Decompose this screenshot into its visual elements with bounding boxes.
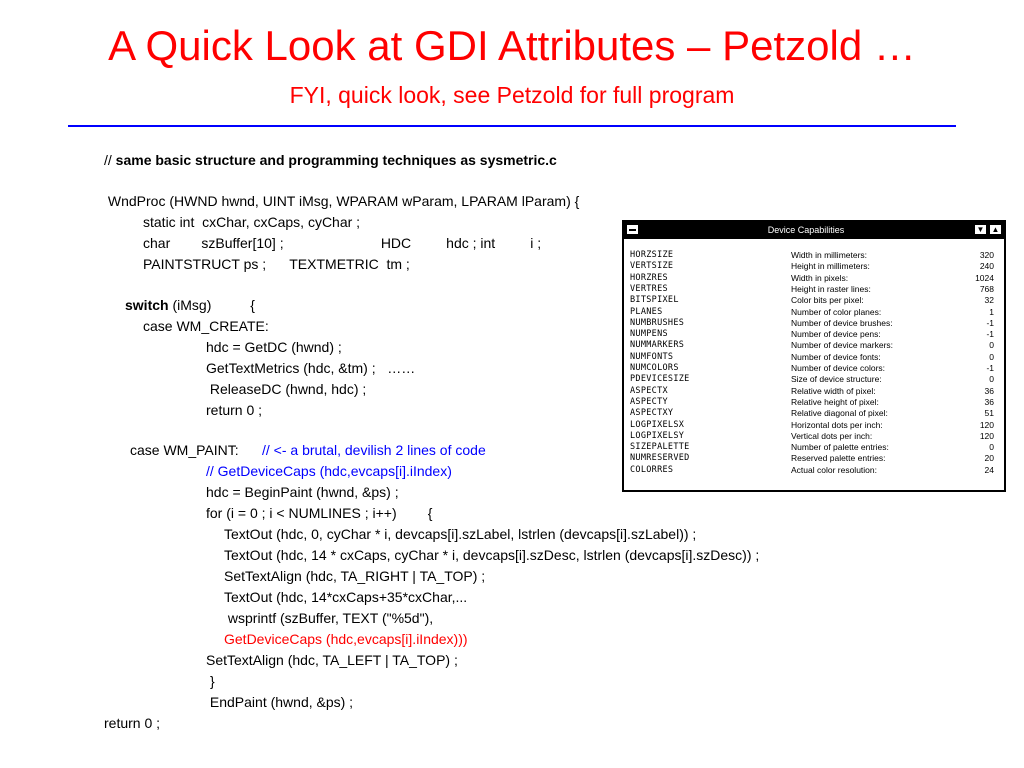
code-line-getdevicecaps-comment: // GetDeviceCaps (hdc,evcaps[i].iIndex) bbox=[206, 463, 452, 479]
capability-value: 0 bbox=[989, 351, 994, 362]
capability-label: PLANES bbox=[630, 306, 663, 317]
capability-description: Height in raster lines: bbox=[791, 283, 871, 294]
code-comment-line bbox=[104, 150, 557, 171]
capability-value: 120 bbox=[979, 430, 994, 441]
code-line-static: static int cxChar, cxCaps, cyChar ; bbox=[143, 214, 361, 230]
capability-label: NUMMARKERS bbox=[630, 340, 685, 351]
code-line-return-final: return 0 ; bbox=[104, 715, 161, 731]
case-paint-comment: // <- a brutal, devilish 2 lines of code bbox=[262, 442, 486, 458]
capability-row bbox=[624, 340, 1004, 351]
maximize-icon[interactable]: ▲ bbox=[989, 224, 1002, 235]
capability-value: 1 bbox=[989, 306, 994, 317]
capability-label: ASPECTXY bbox=[630, 408, 674, 419]
code-line-textout-desc: TextOut (hdc, 14 * cxCaps, cyChar * i, devcaps[i].szDesc, lstrlen (devcaps[i].szDesc)) ; bbox=[224, 547, 760, 563]
capability-value: -1 bbox=[986, 317, 994, 328]
capability-description: Number of device brushes: bbox=[791, 317, 893, 328]
capability-value: 24 bbox=[984, 464, 994, 475]
capability-description: Height in millimeters: bbox=[791, 261, 870, 272]
capability-row bbox=[624, 431, 1004, 442]
capability-row bbox=[624, 284, 1004, 295]
capability-label: ASPECTX bbox=[630, 385, 668, 396]
window-title: Device Capabilities bbox=[767, 225, 845, 235]
capability-label: NUMRESERVED bbox=[630, 453, 690, 464]
capability-row bbox=[624, 386, 1004, 397]
capability-value: 20 bbox=[984, 453, 994, 464]
capability-label: PDEVICESIZE bbox=[630, 374, 690, 385]
capability-label: SIZEPALETTE bbox=[630, 442, 690, 453]
capability-row bbox=[624, 453, 1004, 464]
capability-description: Relative width of pixel: bbox=[791, 385, 876, 396]
capability-value: 0 bbox=[989, 340, 994, 351]
capability-label: NUMCOLORS bbox=[630, 363, 679, 373]
capability-value: 51 bbox=[984, 408, 994, 419]
capability-value: -1 bbox=[986, 329, 994, 340]
capability-description: Horizontal dots per inch: bbox=[791, 419, 883, 430]
capability-value: 1024 bbox=[975, 272, 994, 283]
slide-subtitle: FYI, quick look, see Petzold for full program bbox=[289, 82, 735, 108]
capability-label: NUMBRUSHES bbox=[630, 317, 685, 328]
code-line-case-create: case WM_CREATE: bbox=[143, 318, 269, 334]
window-titlebar[interactable] bbox=[624, 222, 1004, 239]
code-line-wndproc: WndProc (HWND hwnd, UINT iMsg, WPARAM wParam, LPARAM lParam) { bbox=[104, 193, 580, 209]
capability-description: Actual color resolution: bbox=[791, 464, 877, 475]
capability-description: Relative height of pixel: bbox=[791, 396, 879, 407]
capability-label: COLORRES bbox=[630, 464, 674, 475]
capability-row bbox=[624, 261, 1004, 272]
capability-description: Size of device structure: bbox=[791, 374, 882, 385]
capability-row bbox=[624, 408, 1004, 419]
capability-label: NUMFONTS bbox=[630, 351, 674, 362]
capability-description: Number of palette entries: bbox=[791, 442, 889, 453]
capability-row bbox=[624, 374, 1004, 385]
capability-row bbox=[624, 295, 1004, 306]
code-line-return-create: return 0 ; bbox=[206, 402, 263, 418]
capability-row bbox=[624, 397, 1004, 408]
capability-value: -1 bbox=[986, 363, 994, 373]
capability-value: 32 bbox=[984, 295, 994, 306]
capability-label: VERTRES bbox=[630, 283, 668, 294]
switch-rest: (iMsg) { bbox=[168, 297, 255, 313]
code-line-settextalign-left: SetTextAlign (hdc, TA_LEFT | TA_TOP) ; bbox=[206, 652, 458, 668]
capability-value: 36 bbox=[984, 396, 994, 407]
code-line-char: char szBuffer[10] ; HDC hdc ; int i ; bbox=[143, 235, 542, 251]
capability-label: NUMPENS bbox=[630, 329, 668, 340]
capability-description: Number of color planes: bbox=[791, 306, 882, 317]
device-capabilities-window bbox=[622, 220, 1006, 492]
capability-row bbox=[624, 307, 1004, 318]
code-line-paintstruct: PAINTSTRUCT ps ; TEXTMETRIC tm ; bbox=[143, 256, 410, 272]
capability-value: 120 bbox=[979, 419, 994, 430]
capability-row bbox=[624, 250, 1004, 261]
capability-description: Color bits per pixel: bbox=[791, 295, 864, 306]
capability-row bbox=[624, 329, 1004, 340]
code-line-switch bbox=[125, 295, 255, 316]
capability-label: ASPECTY bbox=[630, 396, 668, 407]
capability-label: LOGPIXELSY bbox=[630, 430, 685, 441]
code-line-textout-value: TextOut (hdc, 14*cxCaps+35*cxChar,... bbox=[224, 589, 468, 605]
code-line-getdc: hdc = GetDC (hwnd) ; bbox=[206, 339, 342, 355]
capability-row bbox=[624, 352, 1004, 363]
code-line-wsprintf: wsprintf (szBuffer, TEXT ("%5d"), bbox=[224, 610, 434, 626]
code-line-beginpaint: hdc = BeginPaint (hwnd, &ps) ; bbox=[206, 484, 399, 500]
capability-value: 0 bbox=[989, 442, 994, 453]
capability-row bbox=[624, 442, 1004, 453]
code-line-close-brace: } bbox=[210, 673, 215, 689]
capability-label: HORZSIZE bbox=[630, 250, 674, 260]
capability-description: Number of device colors: bbox=[791, 363, 886, 373]
capability-row bbox=[624, 363, 1004, 374]
capability-description: Number of device fonts: bbox=[791, 351, 881, 362]
capability-description: Number of device pens: bbox=[791, 329, 881, 340]
capability-value: 36 bbox=[984, 385, 994, 396]
capability-row bbox=[624, 465, 1004, 476]
code-line-settextalign-right: SetTextAlign (hdc, TA_RIGHT | TA_TOP) ; bbox=[224, 568, 486, 584]
capability-label: BITSPIXEL bbox=[630, 295, 679, 306]
code-line-endpaint: EndPaint (hwnd, &ps) ; bbox=[206, 694, 354, 710]
comment-bold-text: same basic structure and programming techniques as sysmetric.c bbox=[115, 152, 557, 168]
minimize-icon[interactable]: ▼ bbox=[974, 224, 987, 235]
capability-description: Width in millimeters: bbox=[791, 250, 868, 260]
capability-description: Reserved palette entries: bbox=[791, 453, 886, 464]
code-line-getdevicecaps: GetDeviceCaps (hdc,evcaps[i].iIndex))) bbox=[224, 631, 468, 647]
capability-value: 768 bbox=[979, 283, 994, 294]
code-line-textout-label: TextOut (hdc, 0, cyChar * i, devcaps[i].szLabel, lstrlen (devcaps[i].szLabel)) ; bbox=[224, 526, 697, 542]
title-divider bbox=[68, 125, 956, 127]
system-menu-icon[interactable] bbox=[626, 224, 639, 235]
code-line-gettextmetrics: GetTextMetrics (hdc, &tm) ; …… bbox=[206, 360, 416, 376]
capability-row bbox=[624, 273, 1004, 284]
capability-row bbox=[624, 318, 1004, 329]
capability-value: 320 bbox=[979, 250, 994, 260]
capability-description: Relative diagonal of pixel: bbox=[791, 408, 888, 419]
capability-description: Width in pixels: bbox=[791, 272, 849, 283]
slide-title: A Quick Look at GDI Attributes – Petzold … bbox=[108, 22, 916, 69]
capability-description: Number of device markers: bbox=[791, 340, 894, 351]
comment-prefix: // bbox=[104, 152, 116, 168]
code-line-for: for (i = 0 ; i < NUMLINES ; i++) { bbox=[206, 505, 433, 521]
capability-label: HORZRES bbox=[630, 272, 668, 283]
case-paint-text: case WM_PAINT: bbox=[130, 442, 262, 458]
switch-keyword: switch bbox=[125, 297, 169, 313]
capability-label: VERTSIZE bbox=[630, 261, 674, 272]
code-line-case-paint bbox=[130, 440, 486, 461]
capability-description: Vertical dots per inch: bbox=[791, 430, 873, 441]
capability-row bbox=[624, 420, 1004, 431]
capability-value: 0 bbox=[989, 374, 994, 385]
capability-label: LOGPIXELSX bbox=[630, 419, 685, 430]
capability-value: 240 bbox=[979, 261, 994, 272]
code-line-releasedc: ReleaseDC (hwnd, hdc) ; bbox=[206, 381, 367, 397]
